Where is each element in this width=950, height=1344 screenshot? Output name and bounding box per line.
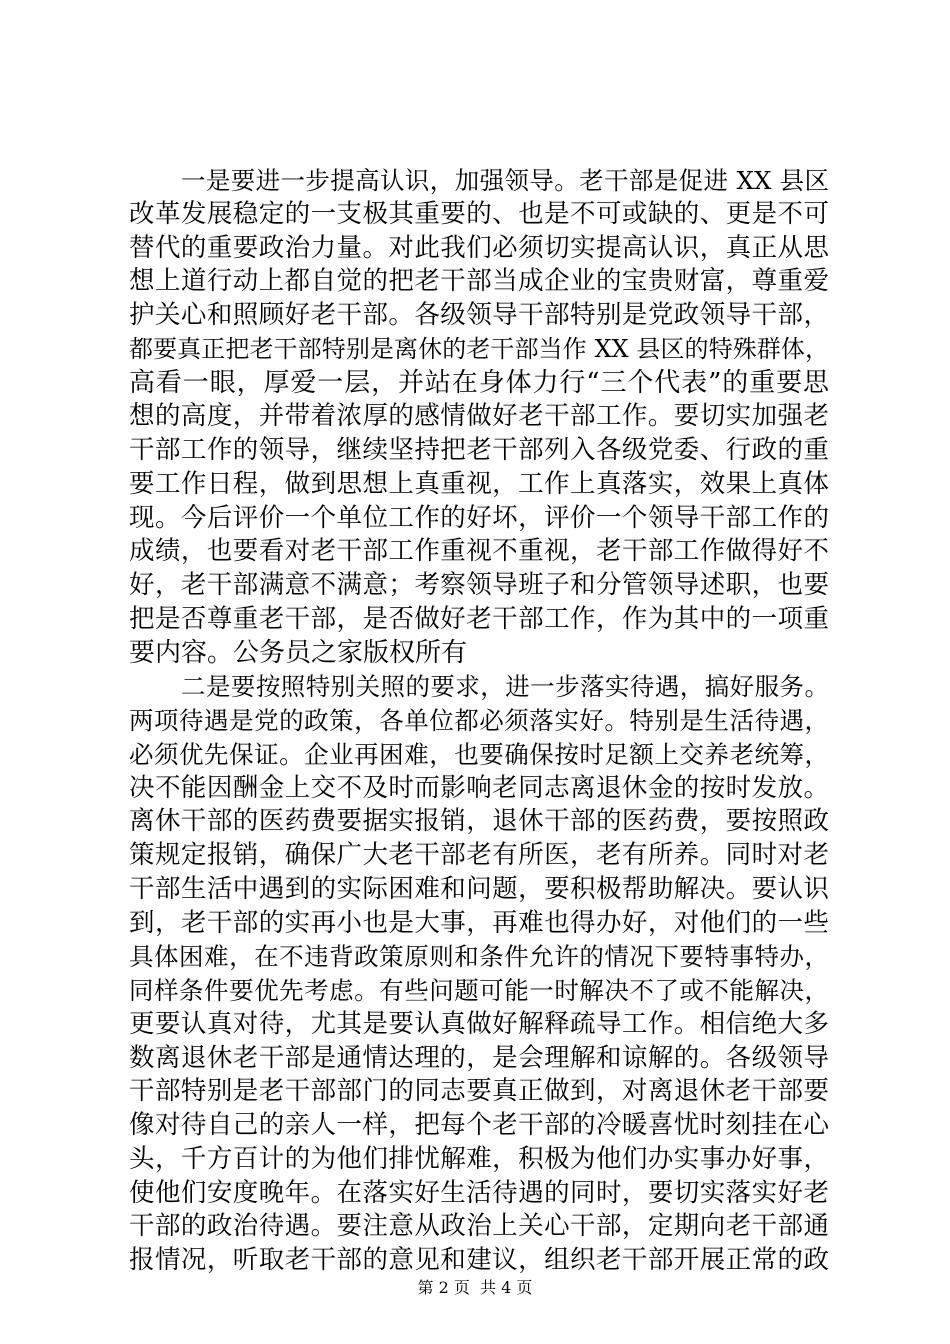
paragraph-2-line-5: 离休干部的医药费要据实报销，退休干部的医药费，要按照政 bbox=[129, 806, 829, 837]
paragraph-1-line-13: 好，老干部满意不满意；考察领导班子和分管领导述职，也要 bbox=[129, 570, 829, 600]
paragraph-1-line-10: 要工作日程，做到思想上真重视，工作上真落实，效果上真体 bbox=[129, 468, 829, 499]
paragraph-2-line-16: 使他们安度晚年。在落实好生活待遇的同时，要切实落实好老 bbox=[129, 1177, 829, 1208]
paragraph-1-line-15: 要内容。公务员之家版权所有 bbox=[129, 637, 468, 668]
paragraph-1-line-9: 干部工作的领导，继续坚持把老干部列入各级党委、行政的重 bbox=[129, 435, 829, 465]
paragraph-1-line-11: 现。今后评价一个单位工作的好坏，评价一个领导干部工作的 bbox=[129, 502, 829, 533]
paragraph-2-line-11: 更要认真对待，尤其是要认真做好解释疏导工作。相信绝大多 bbox=[129, 1008, 829, 1039]
paragraph-1-line-12: 成绩，也要看对老干部工作重视不重视，老干部工作做得好不 bbox=[129, 536, 829, 567]
paragraph-1-line-5: 护关心和照顾好老干部。各级领导干部特别是党政领导干部， bbox=[129, 300, 829, 330]
paragraph-2-line-14: 像对待自己的亲人一样，把每个老干部的冷暖喜忧时刻挂在心 bbox=[129, 1110, 829, 1140]
paragraph-2-line-18: 报情况，听取老干部的意见和建议，组织老干部开展正常的政 bbox=[129, 1245, 829, 1275]
paragraph-2-line-7: 干部生活中遇到的实际困难和问题，要积极帮助解决。要认识 bbox=[129, 873, 829, 904]
paragraph-2-line-4: 决不能因酬金上交不及时而影响老同志离退休金的按时发放。 bbox=[129, 772, 829, 803]
paragraph-2-line-6: 策规定报销，确保广大老干部老有所医，老有所养。同时对老 bbox=[129, 840, 829, 870]
paragraph-2-line-2: 两项待遇是党的政策，各单位都必须落实好。特别是生活待遇， bbox=[129, 706, 829, 735]
paragraph-1-line-7: 高看一眼，厚爱一层，并站在身体力行“三个代表”的重要思 bbox=[129, 367, 829, 398]
paragraph-1-line-14: 把是否尊重老干部，是否做好老干部工作，作为其中的一项重 bbox=[129, 603, 829, 634]
paragraph-1-line-1: 一是要进一步提高认识，加强领导。老干部是促进 XX 县区 bbox=[181, 166, 829, 195]
paragraph-1-line-3: 替代的重要政治力量。对此我们必须切实提高认识，真正从思 bbox=[129, 232, 829, 263]
paragraph-1-line-6: 都要真正把老干部特别是离休的老干部当作 XX 县区的特殊群体， bbox=[129, 334, 829, 363]
paragraph-1-line-2: 改革发展稳定的一支极其重要的、也是不可或缺的、更是不可 bbox=[129, 198, 829, 229]
page-footer bbox=[0, 1278, 950, 1298]
paragraph-2-line-13: 干部特别是老干部部门的同志要真正做到，对离退休老干部要 bbox=[129, 1076, 829, 1107]
paragraph-2-line-8: 到，老干部的实再小也是大事，再难也得办好，对他们的一些 bbox=[129, 907, 829, 938]
paragraph-2-line-12: 数离退休老干部是通情达理的，是会理解和谅解的。各级领导 bbox=[129, 1042, 829, 1073]
paragraph-2-line-15: 头，千方百计的为他们排忧解难，积极为他们办实事办好事， bbox=[129, 1143, 829, 1174]
paragraph-2-line-10: 同样条件要优先考虑。有些问题可能一时解决不了或不能解决， bbox=[129, 976, 829, 1005]
paragraph-1-line-4: 想上道行动上都自觉的把老干部当成企业的宝贵财富，尊重爱 bbox=[129, 266, 829, 297]
paragraph-2-line-9: 具体困难，在不违背政策原则和条件允许的情况下要特事特办， bbox=[129, 942, 829, 972]
paragraph-2-line-3: 必须优先保证。企业再困难，也要确保按时足额上交养老统筹， bbox=[129, 739, 829, 769]
paragraph-2-line-1: 二是要按照特别关照的要求，进一步落实待遇，搞好服务。 bbox=[181, 672, 829, 702]
page-number: 第 2 页 共 4 页 bbox=[417, 1278, 533, 1297]
document-body bbox=[129, 164, 829, 1278]
paragraph-1-line-8: 想的高度，并带着浓厚的感情做好老干部工作。要切实加强老 bbox=[129, 401, 829, 432]
paragraph-2-line-17: 干部的政治待遇。要注意从政治上关心干部，定期向老干部通 bbox=[129, 1211, 829, 1242]
